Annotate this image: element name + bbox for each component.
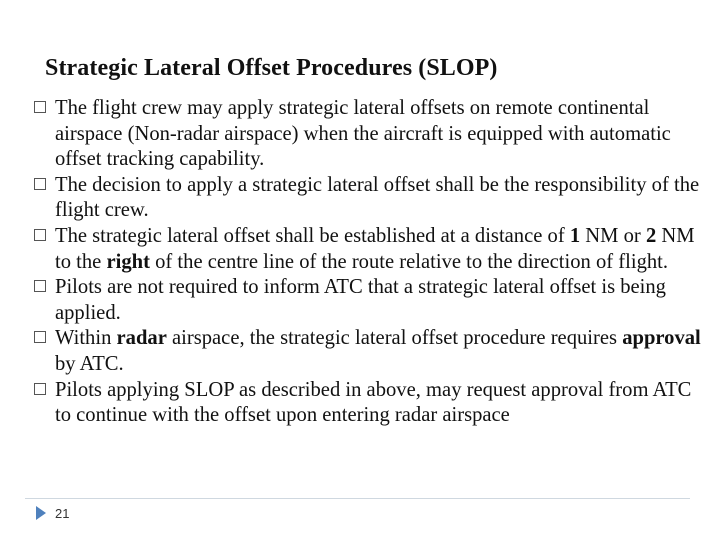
bullet-text: NM or <box>580 224 646 247</box>
page-number: 21 <box>55 506 70 521</box>
emphasis-text: right <box>106 250 150 273</box>
bullet-item <box>34 96 704 173</box>
bullet-item <box>34 378 704 429</box>
bullet-item <box>34 275 704 326</box>
bullet-text: NM to the <box>55 224 695 273</box>
checkbox-bullet-icon <box>34 229 46 241</box>
checkbox-bullet-icon <box>34 101 46 113</box>
bullet-text: The decision to apply a strategic lateral offset shall be the responsibility of the flight crew. <box>55 173 700 222</box>
emphasis-text: 2 <box>645 224 657 247</box>
bullet-text: Within <box>55 327 117 350</box>
bullet-text: Pilots are not required to inform ATC that a strategic lateral offset is being applied. <box>55 276 666 324</box>
emphasis-text: approval <box>622 327 701 350</box>
footer-divider <box>25 498 690 499</box>
checkbox-bullet-icon <box>34 178 46 190</box>
bullet-list <box>34 96 704 429</box>
slide-title: Strategic Lateral Offset Procedures (SLOP) <box>45 55 498 81</box>
bullet-item <box>34 173 704 224</box>
checkbox-bullet-icon <box>34 383 46 395</box>
bullet-text: of the centre line of the route relative to the direction of flight. <box>149 250 669 273</box>
checkbox-bullet-icon <box>34 280 46 292</box>
bullet-text: Pilots applying SLOP as described in above, may request approval from ATC to continue with the offset upon entering radar airspace <box>55 378 692 427</box>
bullet-text: by ATC. <box>55 352 124 375</box>
arrow-right-icon <box>36 506 46 520</box>
checkbox-bullet-icon <box>34 331 46 343</box>
bullet-text: airspace, the strategic lateral offset procedure requires <box>166 327 623 350</box>
bullet-item <box>34 224 704 275</box>
bullet-text: The flight crew may apply strategic lateral offsets on remote continental airspace (Non-radar airspace) when the aircraft is equipped with automatic offset tracking capability. <box>55 97 671 171</box>
emphasis-text: 1 <box>569 224 581 247</box>
bullet-item <box>34 326 704 377</box>
bullet-text: The strategic lateral offset shall be established at a distance of <box>55 224 570 247</box>
emphasis-text: radar <box>116 327 167 350</box>
